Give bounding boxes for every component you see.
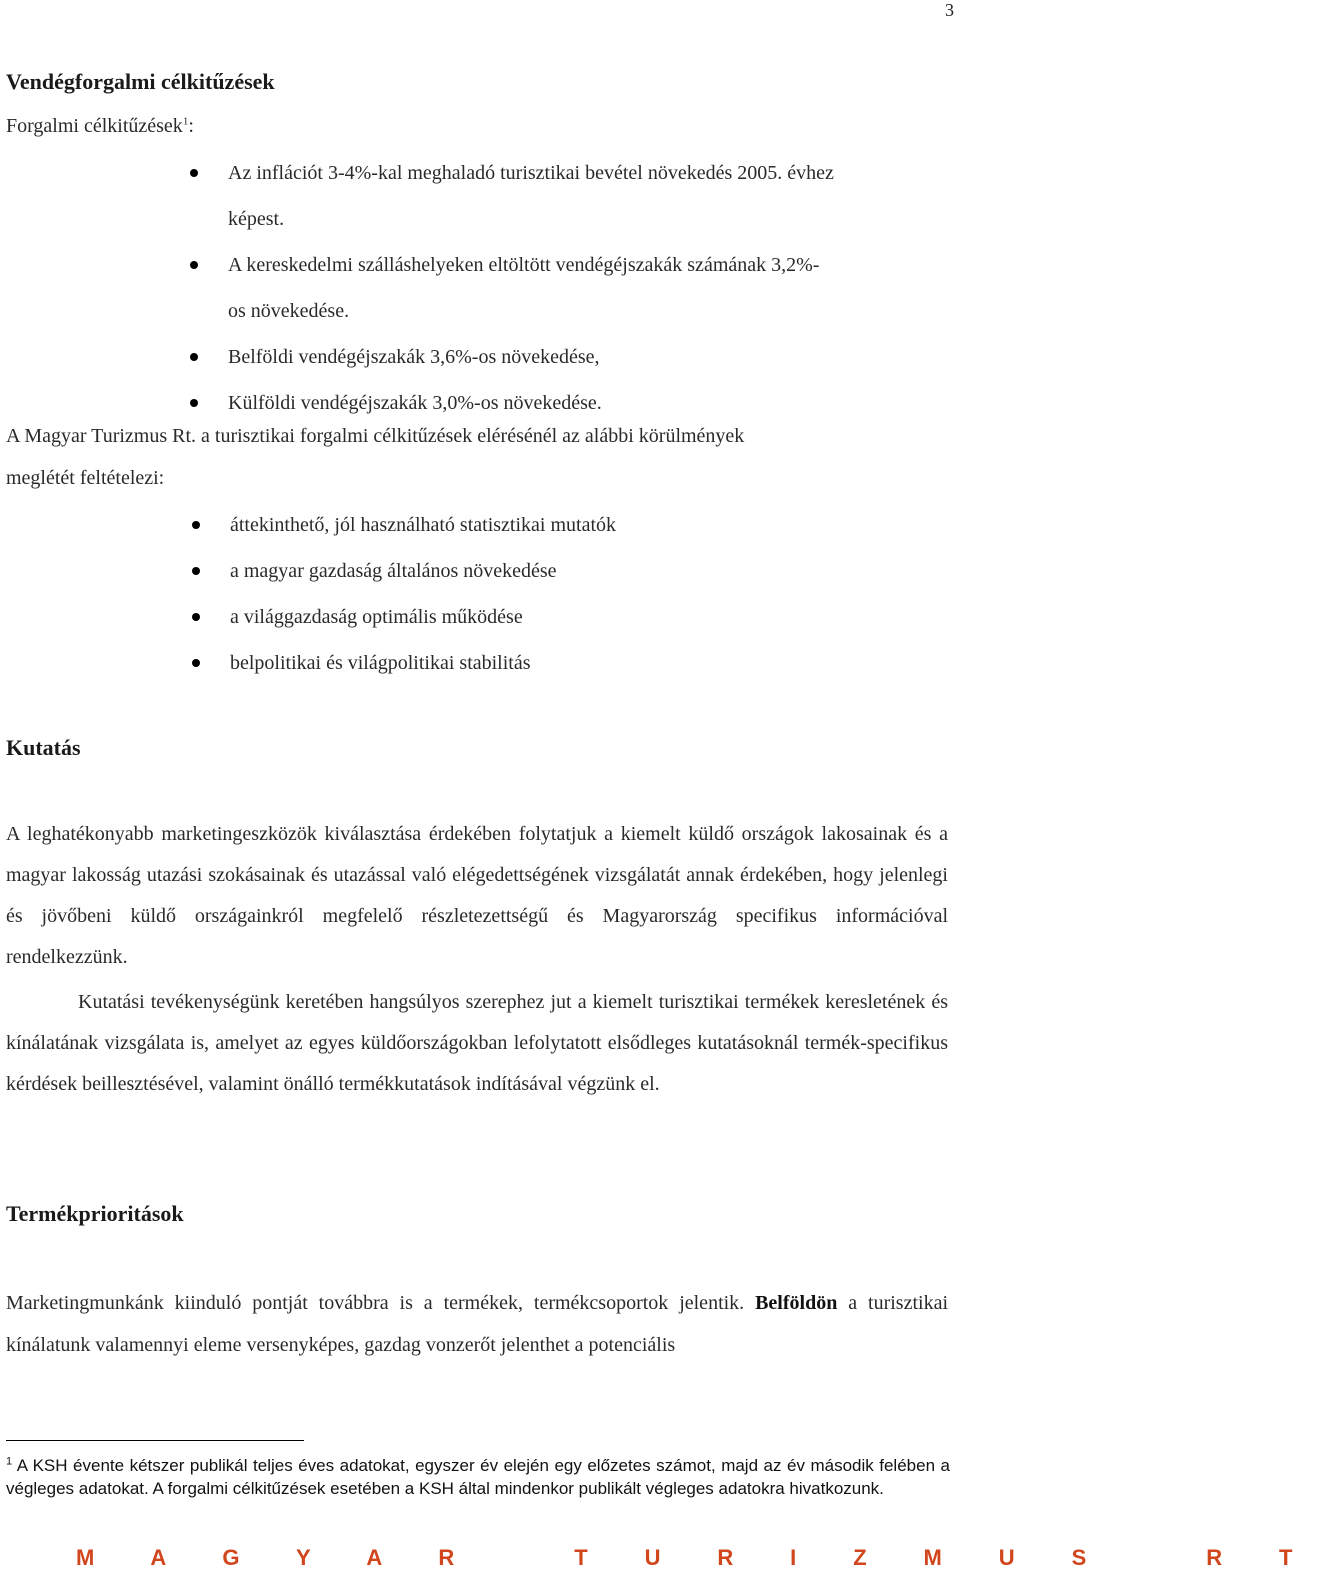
list-item-text: Belföldi vendégéjszakák 3,6%-os növekedése, (228, 346, 600, 368)
list-item-text: Külföldi vendégéjszakák 3,0%-os növekedése. (228, 392, 602, 414)
footnote-divider (6, 1440, 304, 1441)
list-item-text: a világgazdaság optimális működése (230, 606, 523, 628)
bullet-icon (192, 567, 200, 575)
section-heading-termekprioritasok: Termékprioritások (6, 1201, 184, 1226)
list-item (228, 380, 834, 426)
list-item (228, 242, 834, 334)
bullet-icon (190, 353, 198, 361)
footnote (6, 1454, 950, 1500)
list-item-text: A kereskedelmi szálláshelyeken eltöltött vendégéjszakák számának 3,2%- (228, 254, 820, 276)
intro-line (6, 115, 194, 138)
list-item-text-cont: képest. (228, 208, 285, 230)
condition-intro-line1: A Magyar Turizmus Rt. a turisztikai forgalmi célkitűzések elérésénél az alábbi körülmények (6, 425, 745, 447)
list-item-text: áttekinthető, jól használható statisztikai mutatók (230, 514, 617, 536)
bullet-icon (192, 613, 200, 621)
list-item (230, 502, 616, 548)
bullet-icon (192, 521, 200, 529)
bullet-icon (190, 169, 198, 177)
page-number: 3 (945, 0, 954, 20)
section-heading-vendegforgalmi: Vendégforgalmi célkitűzések (6, 69, 275, 94)
footnote-ref: 1 (182, 115, 189, 128)
list-item (230, 594, 616, 640)
list-item-text: a magyar gazdaság általános növekedése (230, 560, 557, 582)
bullet-icon (190, 399, 198, 407)
intro-suffix: : (188, 115, 194, 137)
list-item (228, 334, 834, 380)
product-paragraph-end: a turisztikai kínálatunk valamennyi eleme versenyképes, gazdag vonzerőt jelenthet a potenciális (6, 1292, 949, 1356)
list-item (230, 548, 616, 594)
bullet-icon (192, 659, 200, 667)
target-bullet-list (228, 150, 834, 426)
product-paragraph-bold: Belföldön (755, 1292, 838, 1314)
list-item-text: Az inflációt 3-4%-kal meghaladó turisztikai bevétel növekedés 2005. évhez (228, 162, 834, 184)
list-item-text-cont: os növekedése. (228, 300, 350, 322)
product-paragraph-start: Marketingmunkánk kiinduló pontját továbbra is a termékek, termékcsoportok jelentik. (6, 1292, 756, 1314)
footer-brand: M A G Y A R T U R I Z M U S R T (76, 1545, 1318, 1570)
condition-bullet-list (230, 502, 616, 686)
section-heading-kutatas: Kutatás (6, 735, 81, 760)
bullet-icon (190, 261, 198, 269)
research-paragraph-2: Kutatási tevékenységünk keretében hangsúlyos szerephez jut a kiemelt turisztikai termékek keresletének és kínálatának vizsgálata is, amelyet az egyes küldőországokban lefolytatott elsődleges kutatásoknál termék-specifikus kérdések beillesztésével, valamint önálló termékkutatások indításával végzünk el. (6, 991, 948, 1095)
condition-intro-line2: meglétét feltételezi: (6, 467, 165, 489)
footnote-text: A KSH évente kétszer publikál teljes éves adatokat, egyszer év elején egy előzetes számot, majd az év második felében a végleges adatokat. A forgalmi célkitűzések esetében a KSH által mindenkor publikált végleges adatokra hivatkozunk. (6, 1456, 950, 1498)
product-paragraph (6, 1282, 948, 1366)
list-item (228, 150, 834, 242)
list-item-text: belpolitikai és világpolitikai stabilitás (230, 652, 531, 674)
list-item (230, 640, 616, 686)
intro-text: Forgalmi célkitűzések (6, 115, 183, 137)
footnote-number: 1 (6, 1455, 13, 1468)
research-paragraph-1: A leghatékonyabb marketingeszközök kiválasztása érdekében folytatjuk a kiemelt küldő országok lakosainak és a magyar lakosság utazási szokásainak és utazással való elégedettségének vizsgálatát annak érdekében, hogy jelenlegi és jövőbeni küldő országainkról megfelelő részletezettségű és Magyarország specifikus információval rendelkezzünk. (6, 823, 948, 968)
